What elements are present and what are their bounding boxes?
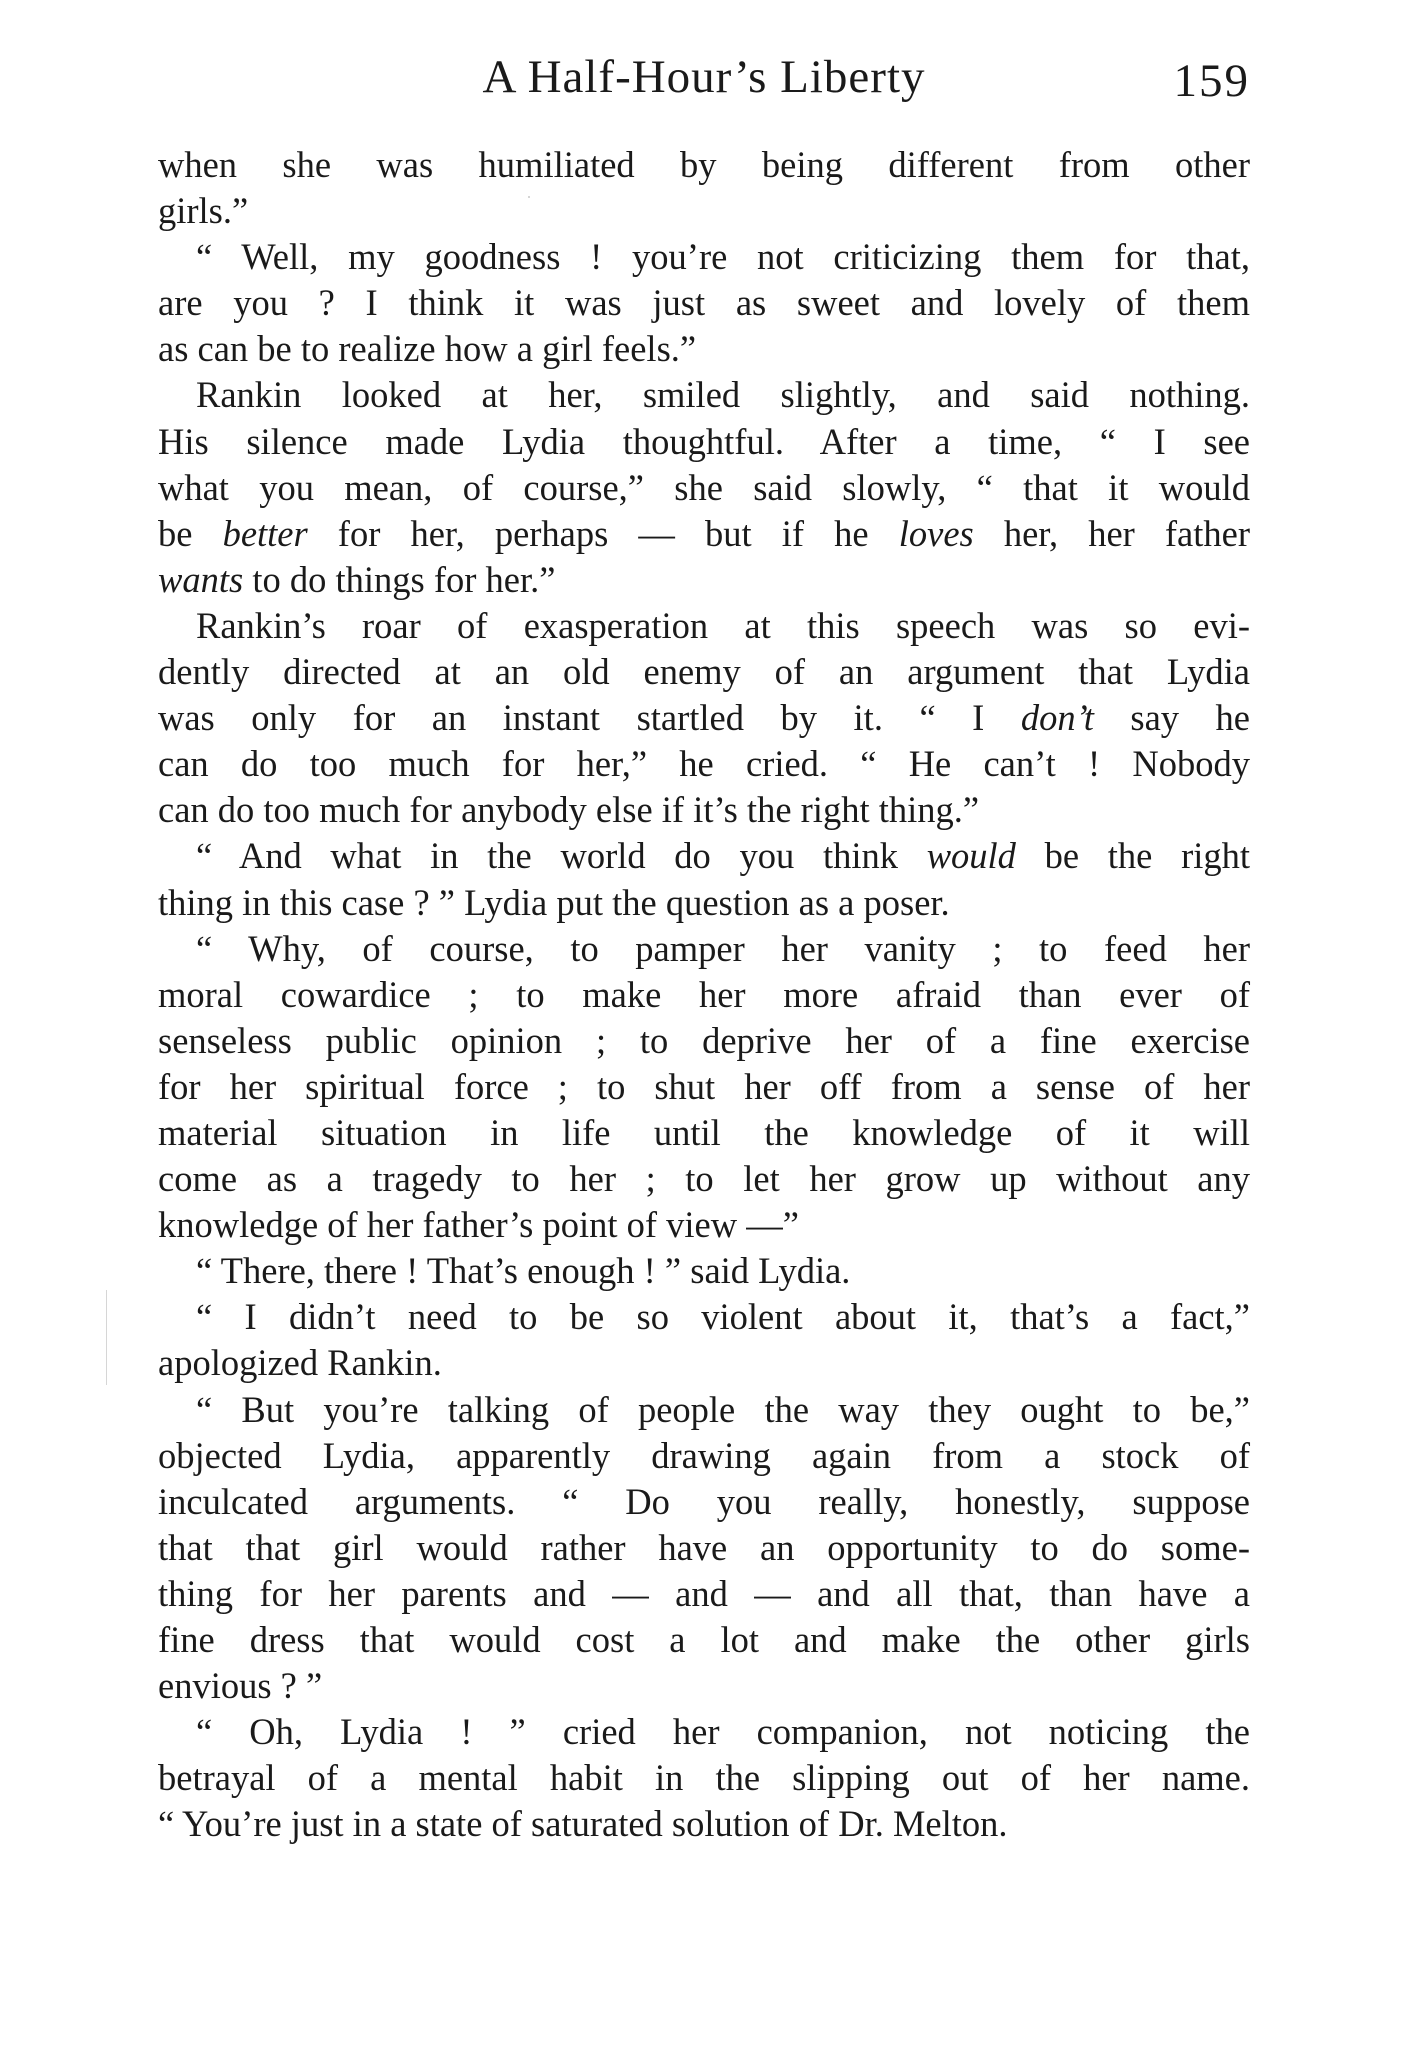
text-line: are you ? I think it was just as sweet and lovely of them [158, 282, 1250, 324]
gutter-mark [106, 1290, 107, 1385]
text-line: betrayal of a mental habit in the slipping out of her name. [158, 1757, 1250, 1799]
paragraph [158, 1387, 1250, 1710]
running-title: A Half-Hour’s Liberty [482, 51, 926, 103]
body-text [158, 142, 1250, 1847]
paragraph [158, 926, 1250, 1249]
text-line: when she was humiliated by being different from other [158, 144, 1250, 185]
italic-emphasis: better [222, 512, 308, 554]
paragraph [158, 234, 1250, 372]
paragraph [158, 1248, 1250, 1294]
text-line: “ Well, my goodness ! you’re not criticizing them for that, [196, 236, 1250, 278]
text-line: objected Lydia, apparently drawing again from a stock of [158, 1434, 1250, 1476]
paper-speck [528, 196, 530, 198]
text-line: “ There, there ! That’s enough ! ” said Lydia. [196, 1250, 851, 1292]
text-line: can do too much for her,” he cried. “ He can’t ! Nobody [158, 743, 1250, 785]
italic-emphasis: wants [158, 558, 244, 600]
text-line: fine dress that would cost a lot and make the other girls [158, 1619, 1250, 1660]
paragraph [158, 603, 1250, 833]
text-line: “ And what in the world do you think would be the right [196, 835, 1251, 877]
paragraph [158, 372, 1250, 602]
text-line: envious ? ” [158, 1665, 323, 1707]
text-line: come as a tragedy to her ; to let her grow up without any [158, 1158, 1250, 1200]
paragraph [158, 833, 1250, 925]
text-line: thing for her parents and — and — and all that, than have a [158, 1572, 1250, 1614]
italic-emphasis: loves [898, 512, 974, 554]
text-line: apologized Rankin. [158, 1342, 442, 1384]
paragraph [158, 142, 1250, 234]
text-line: material situation in life until the knowledge of it will [158, 1111, 1250, 1153]
text-line: “ But you’re talking of people the way they ought to be,” [196, 1388, 1250, 1430]
text-line: thing in this case ? ” Lydia put the question as a poser. [158, 881, 950, 923]
page-number: 159 [1173, 55, 1250, 107]
text-line: can do too much for anybody else if it’s the right thing.” [158, 789, 980, 831]
text-line: that that girl would rather have an opportunity to do some- [158, 1526, 1250, 1568]
text-line: “ Why, of course, to pamper her vanity ; to feed her [196, 927, 1250, 969]
page-header [158, 42, 1250, 112]
text-line: Rankin’s roar of exasperation at this speech was so evi- [196, 604, 1250, 646]
text-line: His silence made Lydia thoughtful. After a time, “ I see [158, 420, 1250, 462]
italic-emphasis: would [926, 835, 1016, 877]
text-line: as can be to realize how a girl feels.” [158, 328, 697, 370]
text-line: senseless public opinion ; to deprive her of a fine exercise [158, 1019, 1250, 1061]
text-line: inculcated arguments. “ Do you really, honestly, suppose [158, 1480, 1250, 1522]
italic-emphasis: don’t [1020, 697, 1094, 739]
text-line: for her spiritual force ; to shut her off from a sense of her [158, 1065, 1250, 1107]
text-line: wants to do things for her.” [158, 558, 556, 600]
text-line: was only for an instant startled by it. “ I don’t say he [158, 697, 1250, 739]
text-line: “ You’re just in a state of saturated solution of Dr. Melton. [158, 1803, 1008, 1845]
paragraph [158, 1709, 1250, 1847]
text-line: “ I didn’t need to be so violent about it, that’s a fact,” [196, 1296, 1250, 1338]
text-line: girls.” [158, 190, 249, 232]
paragraph [158, 1294, 1250, 1386]
text-line: dently directed at an old enemy of an argument that Lydia [158, 651, 1250, 693]
text-line: moral cowardice ; to make her more afraid than ever of [158, 973, 1250, 1015]
text-line: be better for her, perhaps — but if he loves her, her father [158, 512, 1251, 554]
text-line: “ Oh, Lydia ! ” cried her companion, not noticing the [196, 1711, 1250, 1753]
text-line: what you mean, of course,” she said slowly, “ that it would [158, 466, 1250, 508]
text-line: Rankin looked at her, smiled slightly, and said nothing. [196, 374, 1250, 416]
text-line: knowledge of her father’s point of view —” [158, 1204, 799, 1246]
